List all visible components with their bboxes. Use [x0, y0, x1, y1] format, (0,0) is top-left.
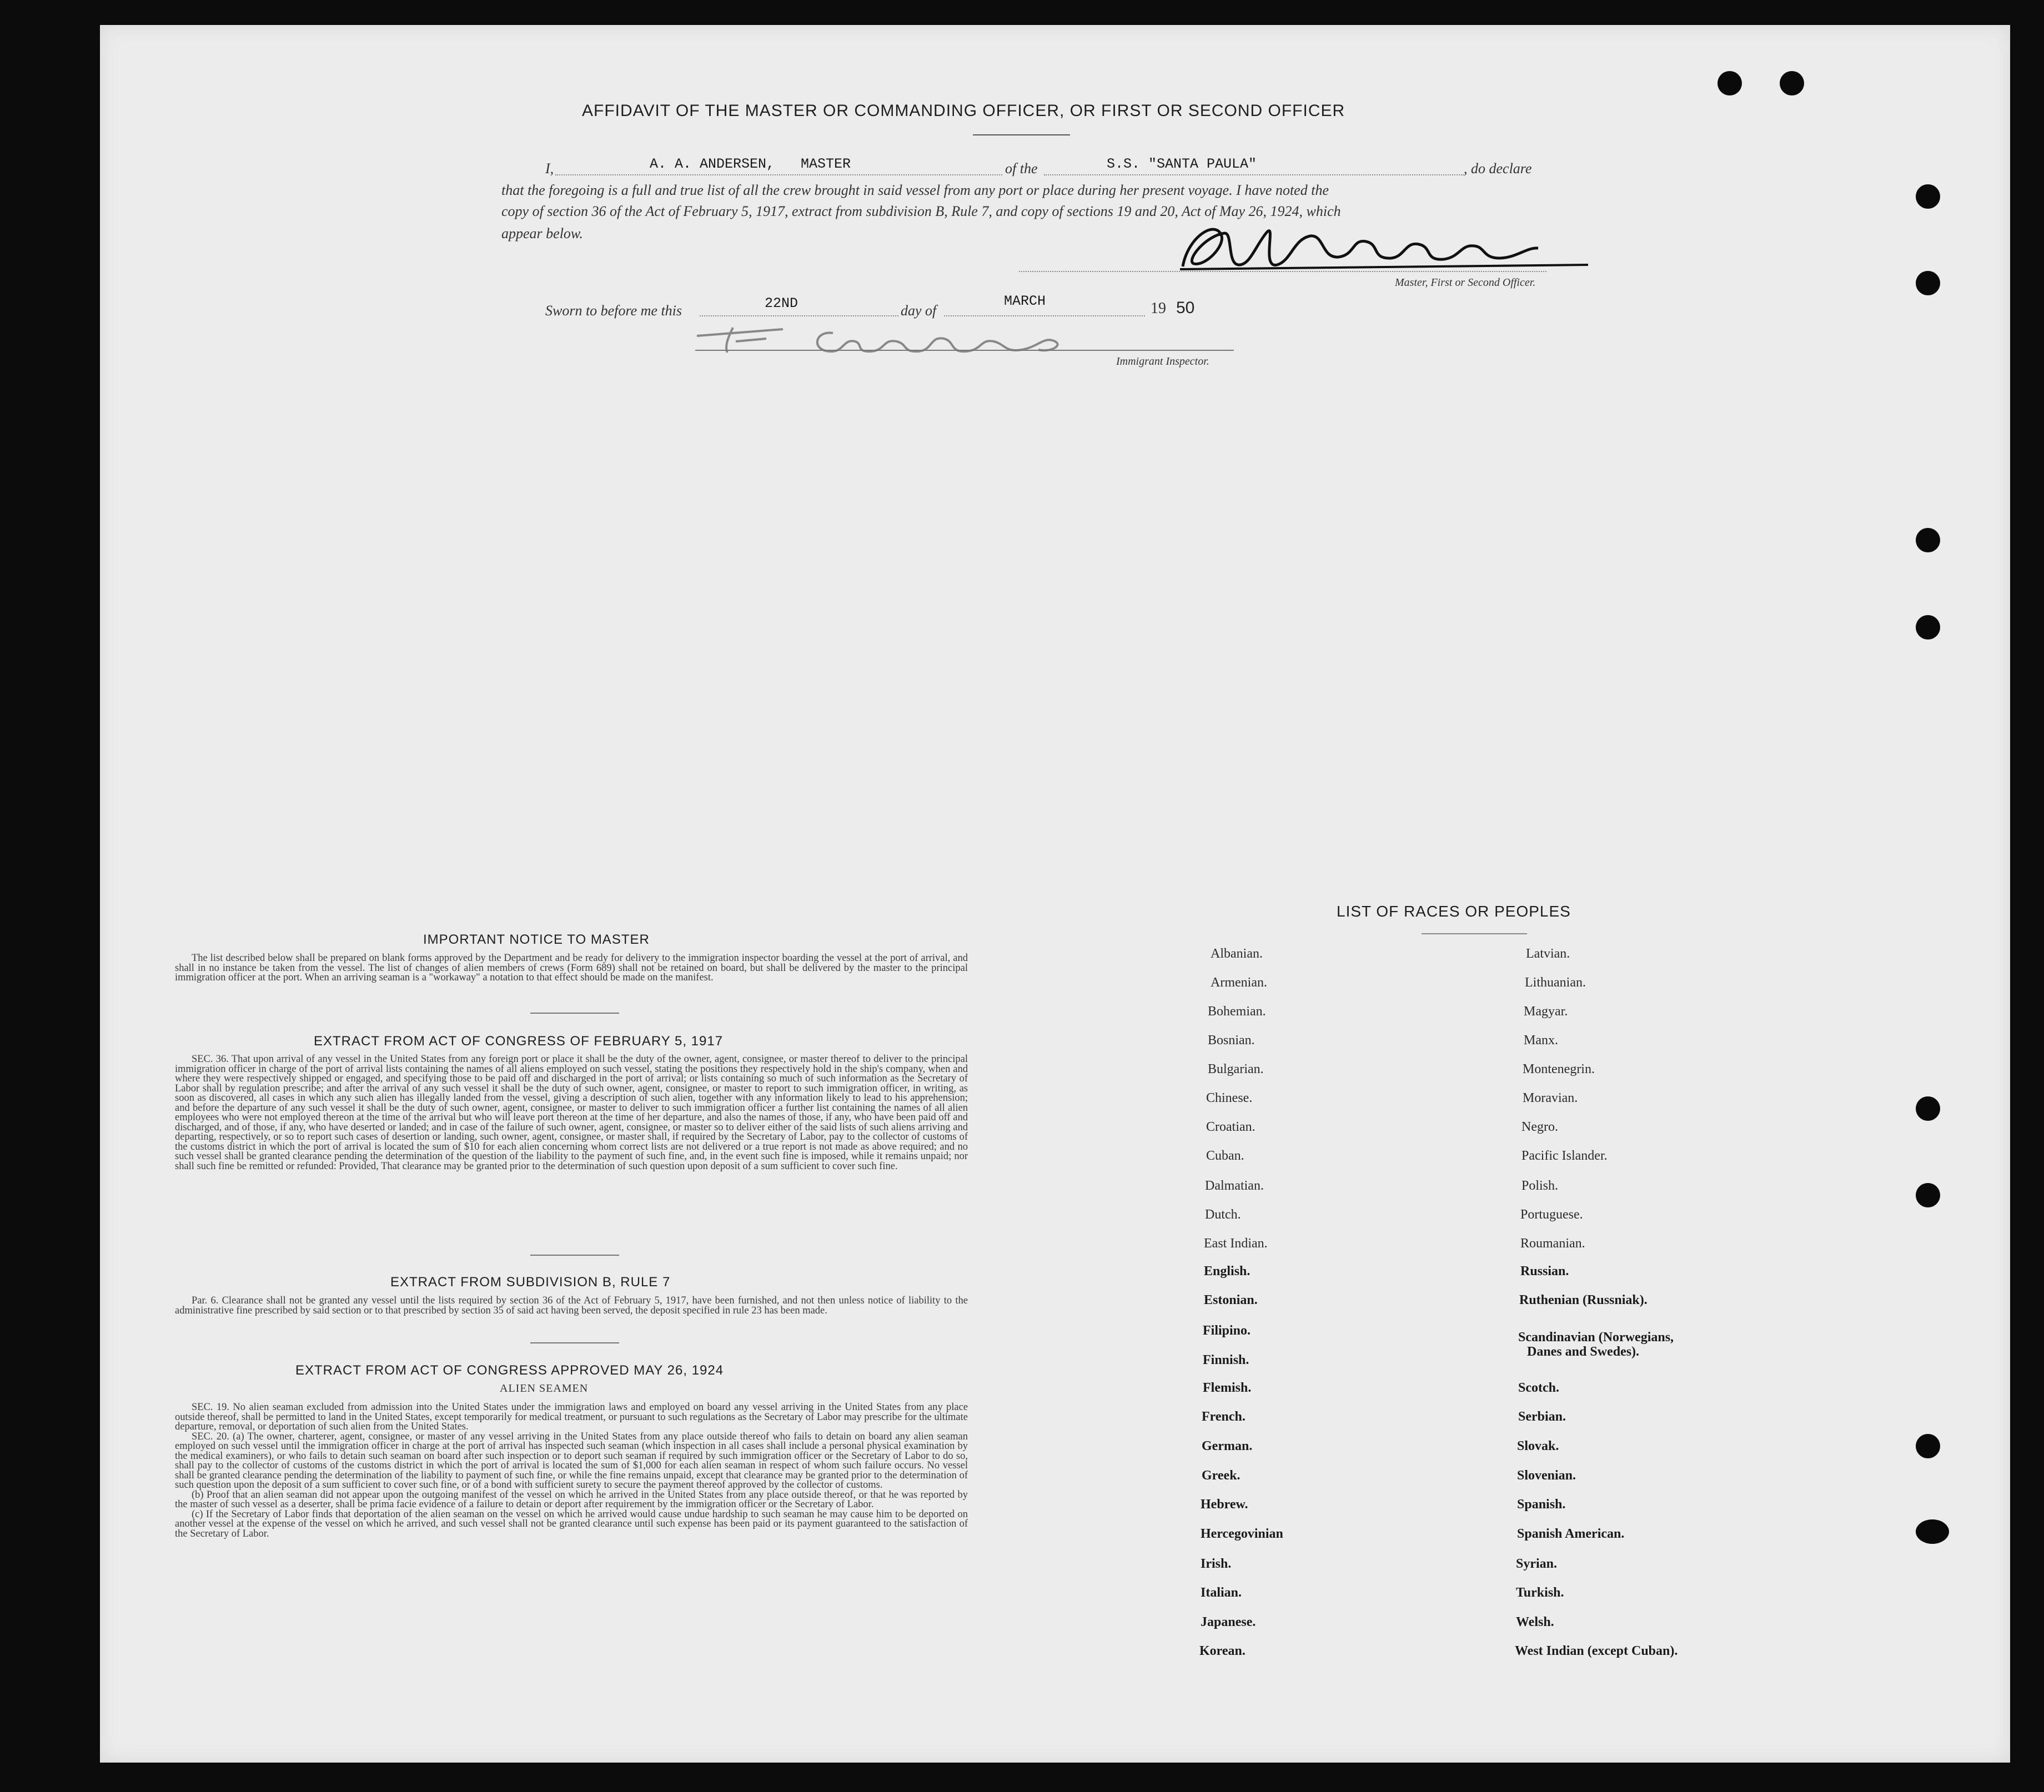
master-name-line	[555, 174, 1002, 175]
affidavit-line-2: that the foregoing is a full and true list of all the crew brought in said vessel from any port or place during her present voyage. I have noted the	[501, 182, 1329, 198]
inspector-line	[695, 350, 1234, 351]
par-6-paragraph: Par. 6. Clearance shall not be granted any vessel until the lists required by section 36 of the Act of February 5, 1917, have been furnished, and not then unless notice of liability to the administrative fine prescribed by said section or to that prescribed by section 35 of said act having been served, the deposit specified in rule 23 has been made.	[175, 1295, 968, 1316]
extract-1917-text	[175, 1055, 968, 1171]
race-item: Syrian.	[1516, 1557, 1558, 1571]
race-item: Cuban.	[1206, 1149, 1244, 1163]
race-item: Turkish.	[1516, 1585, 1564, 1600]
extract-rule7-title: EXTRACT FROM SUBDIVISION B, RULE 7	[390, 1275, 671, 1290]
punch-hole	[1780, 71, 1804, 95]
divider	[1422, 933, 1527, 934]
divider	[530, 1013, 619, 1014]
vessel-value: S.S. "SANTA PAULA"	[1107, 156, 1257, 172]
punch-hole	[1916, 528, 1940, 552]
race-item: Spanish.	[1517, 1497, 1566, 1512]
sworn-month-line	[944, 315, 1145, 316]
notice-text	[175, 954, 968, 983]
race-item: Polish.	[1521, 1179, 1559, 1193]
race-item: Moravian.	[1523, 1091, 1578, 1105]
notice-paragraph: The list described below shall be prepared on blank forms approved by the Department and be ready for delivery to the immigration inspector boarding the vessel at the port of arrival, and shall in no instance be taken from the vessel. The list of changes of alien members of crews (Form 689) shall not be retained on board, but shall be delivered by the master to the principal immigration officer at the port. When an arriving seaman is a "workaway" a notation to that effect should be made on the manifest.	[175, 953, 968, 983]
race-item: Scotch.	[1518, 1381, 1559, 1395]
master-signature	[1172, 214, 1594, 280]
day-of-label: day of	[901, 303, 937, 319]
race-item: Russian.	[1520, 1264, 1569, 1278]
punch-hole	[1916, 184, 1940, 209]
punch-hole	[1717, 71, 1742, 95]
race-item: Korean.	[1199, 1644, 1246, 1658]
race-item: Greek.	[1202, 1468, 1241, 1483]
extract-1917-title: EXTRACT FROM ACT OF CONGRESS OF FEBRUARY 5, 1917	[314, 1034, 724, 1049]
sec-20c-paragraph: (c) If the Secretary of Labor finds that deportation of the alien seaman on the vessel on which he arrived would cause undue hardship to such seaman he may cause him to be deported on another vessel at the expense of the vessel on which he arrived, and such vessel shall not be granted clearance until such expense has been paid or its payment guaranteed to the satisfaction of the Secretary of Labor.	[175, 1508, 968, 1539]
inspector-signature	[694, 319, 1083, 358]
race-item: Danes and Swedes).	[1527, 1345, 1640, 1359]
rank-value: MASTER	[801, 156, 851, 172]
sworn-month-value: MARCH	[1004, 293, 1046, 309]
race-item: Dutch.	[1205, 1207, 1241, 1222]
year-prefix: 19	[1151, 300, 1166, 317]
punch-hole	[1916, 1434, 1940, 1458]
punch-hole	[1916, 1096, 1940, 1121]
vessel-line	[1044, 174, 1464, 175]
sworn-day-value: 22ND	[765, 295, 798, 311]
race-item: English.	[1204, 1264, 1250, 1278]
divider	[530, 1255, 619, 1256]
master-name-value: A. A. ANDERSEN,	[650, 156, 775, 172]
race-item: Latvian.	[1526, 947, 1570, 961]
race-item: Scandinavian (Norwegians,	[1518, 1330, 1674, 1345]
race-item: Irish.	[1201, 1557, 1232, 1571]
race-item: Spanish American.	[1517, 1527, 1625, 1541]
race-item: Japanese.	[1201, 1615, 1256, 1629]
race-item: Bohemian.	[1208, 1004, 1266, 1019]
punch-hole	[1916, 1519, 1949, 1544]
of-the-label: of the	[1005, 160, 1038, 177]
race-item: Welsh.	[1516, 1615, 1554, 1629]
race-item: Roumanian.	[1520, 1236, 1585, 1251]
races-title: LIST OF RACES OR PEOPLES	[1337, 903, 1571, 920]
race-item: Italian.	[1201, 1585, 1242, 1600]
race-item: Croatian.	[1206, 1120, 1255, 1134]
sec-20a-paragraph: SEC. 20. (a) The owner, charterer, agent, consignee, or master of any vessel arriving in the United States from any place outside thereof who fails to detain on board any alien seaman employed on such vessel until the immigration officer in charge at the port of arrival has inspected such seaman (which inspection in all cases shall include a personal physical examination by the medical examiners), or who fails to detain such seaman on board after such inspection or to deport such seaman if required by such immigration officer or the Secretary of Labor to do so, shall pay to the collector of customs of the customs district in which the port of arrival is located the sum of $1,000 for each alien seaman in respect of whom such failure occurs. No vessel shall be granted clearance pending the determination of the liability to payment of such fine, or while the fine remains unpaid, except that clearance may be granted prior to the determination of such question upon the deposit of a sum sufficient to cover such fine, or of a bond with sufficient surety to secure the payment thereof approved by the collector of customs.	[175, 1431, 968, 1491]
race-item: Portuguese.	[1520, 1207, 1583, 1222]
divider	[530, 1342, 619, 1343]
race-item: Bulgarian.	[1208, 1062, 1264, 1076]
race-item: East Indian.	[1204, 1236, 1268, 1251]
sworn-day-line	[700, 315, 898, 316]
punch-hole	[1916, 1183, 1940, 1207]
punch-hole	[1916, 615, 1940, 640]
do-declare-label: , do declare	[1464, 160, 1532, 177]
race-item: Hercegovinian	[1201, 1527, 1283, 1541]
race-item: Ruthenian (Russniak).	[1519, 1293, 1648, 1307]
race-item: Armenian.	[1211, 975, 1267, 990]
year-suffix: 50	[1176, 299, 1195, 317]
race-item: Estonian.	[1204, 1293, 1258, 1307]
race-item: West Indian (except Cuban).	[1515, 1644, 1678, 1658]
notice-title: IMPORTANT NOTICE TO MASTER	[423, 932, 650, 947]
affidavit-line-3: copy of section 36 of the Act of February 5, 1917, extract from subdivision B, Rule 7, and copy of sections 19 and 20, Act of May 26, 1924, which	[501, 203, 1341, 219]
affidavit-title: AFFIDAVIT OF THE MASTER OR COMMANDING OFFICER, OR FIRST OR SECOND OFFICER	[582, 102, 1345, 120]
inspector-caption: Immigrant Inspector.	[1116, 355, 1209, 368]
race-item: Pacific Islander.	[1521, 1149, 1608, 1163]
i-label: I,	[545, 160, 554, 177]
race-item: Magyar.	[1524, 1004, 1568, 1019]
race-item: Montenegrin.	[1523, 1062, 1595, 1076]
signature-line	[1019, 271, 1546, 272]
race-item: French.	[1202, 1410, 1246, 1424]
affidavit-line-4: appear below.	[501, 225, 583, 241]
race-item: Dalmatian.	[1205, 1179, 1264, 1193]
race-item: Finnish.	[1203, 1353, 1249, 1367]
race-item: Manx.	[1524, 1033, 1558, 1048]
race-item: Negro.	[1521, 1120, 1558, 1134]
extract-1924-title: EXTRACT FROM ACT OF CONGRESS APPROVED MAY 26, 1924	[295, 1363, 724, 1378]
race-item: Serbian.	[1518, 1410, 1566, 1424]
race-item: Bosnian.	[1208, 1033, 1255, 1048]
alien-seamen-subtitle: ALIEN SEAMEN	[500, 1382, 589, 1395]
signature-caption: Master, First or Second Officer.	[1395, 276, 1536, 289]
race-item: German.	[1202, 1439, 1253, 1453]
race-item: Lithuanian.	[1525, 975, 1586, 990]
race-item: Filipino.	[1203, 1323, 1251, 1338]
divider	[973, 134, 1070, 135]
race-item: Albanian.	[1211, 947, 1263, 961]
race-item: Hebrew.	[1201, 1497, 1248, 1512]
race-item: Slovak.	[1517, 1439, 1559, 1453]
punch-hole	[1916, 271, 1940, 295]
sec-36-paragraph: SEC. 36. That upon arrival of any vessel in the United States from any foreign port or place it shall be the duty of the owner, agent, consignee, or master thereof to deliver to the principal immigration officer in charge of the port of arrival lists containing the names of all aliens employed on such vessel, stating the positions they respectively hold in the ship's company, when and where they were respectively shipped or engaged, and specifying those to be paid off and discharged in the port of arrival; or lists containing so much of such information as the Secretary of Labor shall by regulation prescribe; and after the arrival of any such vessel it shall be the duty of such owner, agent, consignee, or master to report to such immigration officer, in writing, as soon as discovered, all cases in which any such alien has illegally landed from the vessel, giving a description of such alien, together with any information likely to lead to his apprehension; and before the departure of any such vessel it shall be the duty of such owner, agent, consignee, or master to deliver to such immigration officer a further list containing the names of all alien employees who were not employed thereon at the time of the arrival but who will leave port thereon at the time of her departure, and also the names of those, if any, who have been paid off and discharged, and of those, if any, who have deserted or landed; and in case of the failure of such owner, agent, consignee, or master so to deliver either of the said lists of such aliens arriving and departing, respectively, or so to report such cases of desertion or landing, such owner, agent, consignee, or master shall, if required by the Secretary of Labor, pay to the collector of customs of the customs district in which the port of arrival is located the sum of $10 for each alien concerning whom correct lists are not delivered or a true report is not made as above required; and no such vessel shall be granted clearance pending the determination of the question of the liability to the payment of such fine, and, in the event such fine is imposed, while it remains unpaid; nor shall such fine be remitted or refunded: Provided, That clearance may be granted prior to the determination of such question upon deposit of a sum sufficient to cover such fine.	[175, 1054, 968, 1172]
sworn-label: Sworn to before me this	[545, 303, 682, 319]
race-item: Slovenian.	[1517, 1468, 1576, 1483]
extract-1924-text	[175, 1403, 968, 1539]
sec-19-paragraph: SEC. 19. No alien seaman excluded from admission into the United States under the immigration laws and employed on board any vessel arriving in the United States from any place outside thereof, shall be permitted to land in the United States, except temporarily for medical treatment, or pursuant to such regulations as the Secretary of Labor may prescribe for the ultimate departure, removal, or deportation of such alien from the United States.	[175, 1402, 968, 1432]
sec-20b-paragraph: (b) Proof that an alien seaman did not appear upon the outgoing manifest of the vessel on which he arrived in the United States from any place outside thereof, or that he was reported by the master of such vessel as a deserter, shall be prima facie evidence of a failure to detain or deport after requirement by the immigration officer or the Secretary of Labor.	[175, 1489, 968, 1510]
extract-rule7-text	[175, 1296, 968, 1316]
race-item: Chinese.	[1206, 1091, 1253, 1105]
race-item: Flemish.	[1203, 1381, 1252, 1395]
